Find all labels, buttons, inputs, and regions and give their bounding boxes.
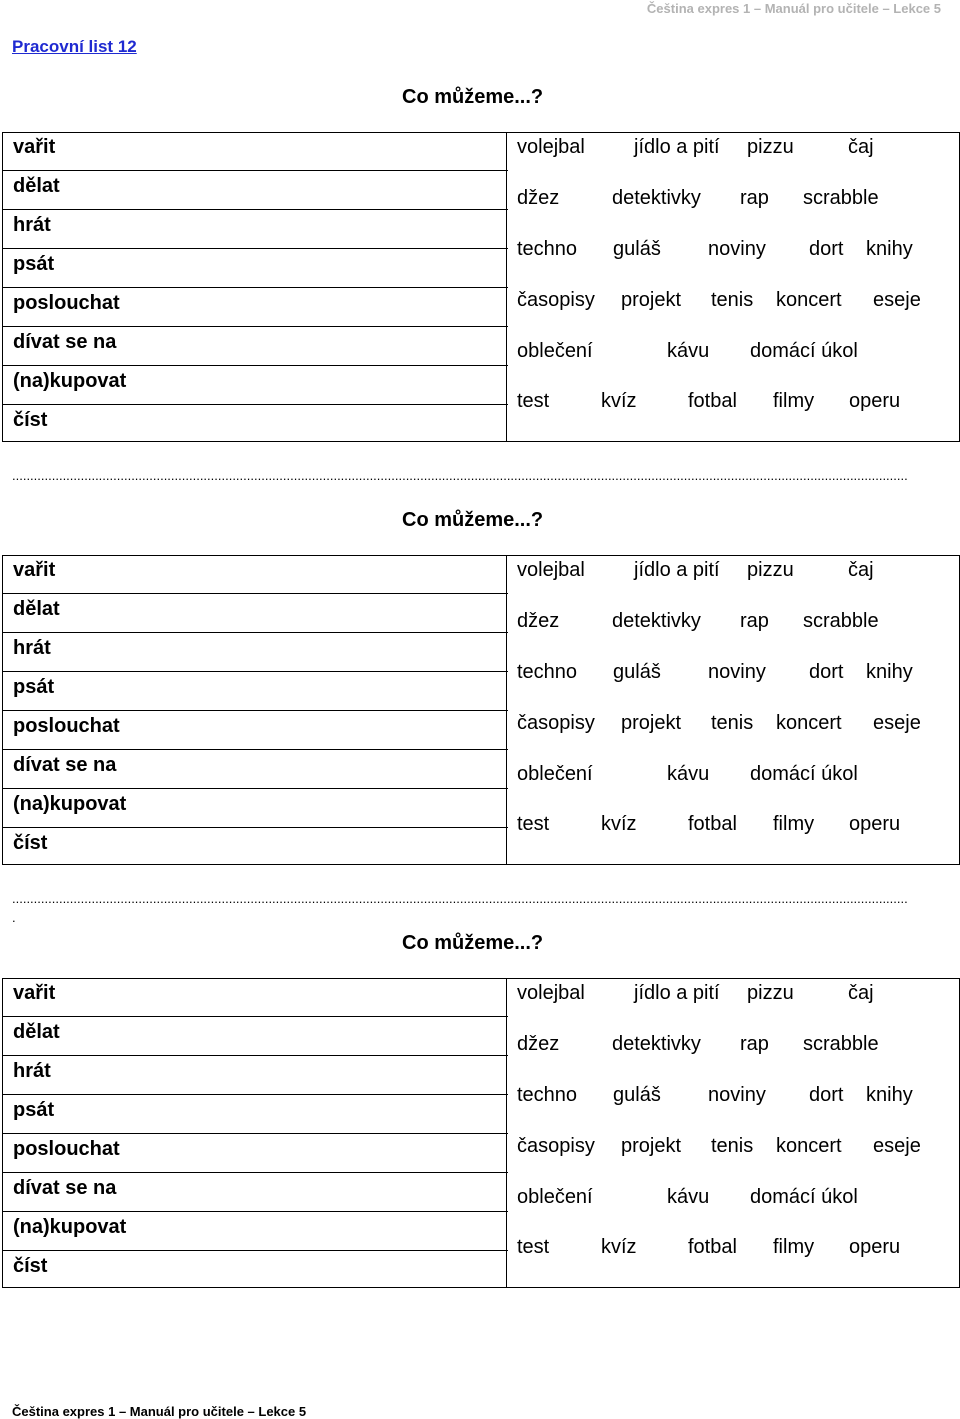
noun: oblečení (517, 340, 593, 362)
noun: kvíz (601, 390, 637, 412)
divider (3, 749, 508, 750)
noun: techno (517, 1084, 578, 1106)
divider (3, 1211, 508, 1212)
divider (3, 209, 508, 210)
noun: volejbal (517, 982, 585, 1004)
noun: dort (809, 661, 844, 683)
divider (3, 710, 508, 711)
exercise-block (0, 132, 960, 444)
noun: projekt (621, 712, 682, 734)
verb: psát (13, 676, 55, 698)
verb: dělat (13, 598, 60, 620)
verb: číst (13, 1255, 48, 1277)
verb: hrát (13, 637, 51, 659)
verb: (na)kupovat (13, 1216, 127, 1238)
noun: filmy (773, 390, 815, 412)
noun: filmy (773, 813, 815, 835)
verb: číst (13, 832, 48, 854)
verb: vařit (13, 559, 56, 581)
noun: tenis (711, 1135, 754, 1157)
noun: volejbal (517, 559, 585, 581)
noun: scrabble (803, 1033, 879, 1055)
noun-row (507, 814, 957, 838)
noun: test (517, 1236, 550, 1258)
exercise-block (0, 555, 960, 867)
noun: rap (740, 610, 769, 632)
divider (3, 287, 508, 288)
verb: vařit (13, 982, 56, 1004)
noun: techno (517, 238, 578, 260)
noun: časopisy (517, 1135, 595, 1157)
verb: dívat se na (13, 1177, 117, 1199)
verb: dívat se na (13, 331, 117, 353)
noun: oblečení (517, 763, 593, 785)
noun: filmy (773, 1236, 815, 1258)
divider (3, 1250, 508, 1251)
noun: rap (740, 1033, 769, 1055)
noun: detektivky (612, 610, 701, 632)
verb: (na)kupovat (13, 793, 127, 815)
noun: kávu (667, 340, 710, 362)
noun: časopisy (517, 289, 595, 311)
divider (3, 593, 508, 594)
exercise-block (0, 978, 960, 1290)
noun-row (507, 1187, 957, 1211)
noun: kávu (667, 763, 710, 785)
verb: hrát (13, 1060, 51, 1082)
noun: jídlo a pití (634, 559, 720, 581)
noun: pizzu (747, 136, 794, 158)
noun-row (507, 290, 957, 314)
divider (3, 1094, 508, 1095)
noun: pizzu (747, 982, 794, 1004)
verb: dělat (13, 1021, 60, 1043)
noun-row (507, 1085, 957, 1109)
running-header: Čeština expres 1 – Manuál pro učitele – Lekce 5 (646, 1, 941, 16)
noun: dort (809, 238, 844, 260)
noun-row (507, 713, 957, 737)
divider (3, 326, 508, 327)
verb: poslouchat (13, 1138, 120, 1160)
noun: tenis (711, 289, 754, 311)
divider (3, 1133, 508, 1134)
noun: noviny (708, 238, 766, 260)
noun: operu (849, 390, 901, 412)
noun: noviny (708, 661, 766, 683)
divider (3, 1016, 508, 1017)
noun: test (517, 390, 550, 412)
verbs-column (2, 132, 507, 442)
noun: časopisy (517, 712, 595, 734)
noun: detektivky (612, 187, 701, 209)
divider (3, 827, 508, 828)
divider (3, 1055, 508, 1056)
dotted-separator: ........................................................................................................................................................................................................................................................ (12, 892, 908, 905)
noun: knihy (866, 661, 913, 683)
running-footer: Čeština expres 1 – Manuál pro učitele – Lekce 5 (12, 1404, 307, 1419)
noun: scrabble (803, 187, 879, 209)
noun: guláš (613, 238, 661, 260)
nouns-column (506, 978, 960, 1288)
divider (3, 170, 508, 171)
noun-row (507, 137, 957, 161)
noun: detektivky (612, 1033, 701, 1055)
noun: dort (809, 1084, 844, 1106)
noun: guláš (613, 661, 661, 683)
noun-row (507, 1237, 957, 1261)
noun: eseje (873, 289, 921, 311)
noun: projekt (621, 1135, 682, 1157)
noun-row (507, 239, 957, 263)
noun: kvíz (601, 1236, 637, 1258)
noun: čaj (848, 136, 874, 158)
noun: knihy (866, 1084, 913, 1106)
noun: čaj (848, 982, 874, 1004)
noun-row (507, 1034, 957, 1058)
block-title: Co můžeme...? (402, 932, 544, 954)
divider (3, 1172, 508, 1173)
noun: test (517, 813, 550, 835)
noun-row (507, 560, 957, 584)
worksheet-link[interactable]: Pracovní list 12 (12, 37, 137, 56)
noun: jídlo a pití (634, 136, 720, 158)
noun-row (507, 188, 957, 212)
noun: scrabble (803, 610, 879, 632)
verb: hrát (13, 214, 51, 236)
nouns-column (506, 132, 960, 442)
noun: rap (740, 187, 769, 209)
noun: operu (849, 1236, 901, 1258)
noun: koncert (776, 1135, 842, 1157)
divider (3, 404, 508, 405)
noun: guláš (613, 1084, 661, 1106)
noun-row (507, 983, 957, 1007)
noun: čaj (848, 559, 874, 581)
noun: domácí úkol (750, 340, 858, 362)
noun-row (507, 1136, 957, 1160)
dotted-separator: ........................................................................................................................................................................................................................................................ (12, 469, 908, 482)
noun: domácí úkol (750, 763, 858, 785)
noun-row (507, 611, 957, 635)
noun: techno (517, 661, 578, 683)
verb: číst (13, 409, 48, 431)
block-title: Co můžeme...? (402, 86, 544, 108)
noun: džez (517, 187, 560, 209)
verb: psát (13, 1099, 55, 1121)
noun: jídlo a pití (634, 982, 720, 1004)
verb: psát (13, 253, 55, 275)
noun: eseje (873, 1135, 921, 1157)
noun: oblečení (517, 1186, 593, 1208)
verb: dívat se na (13, 754, 117, 776)
divider (3, 632, 508, 633)
verb: (na)kupovat (13, 370, 127, 392)
noun: džez (517, 1033, 560, 1055)
noun: operu (849, 813, 901, 835)
noun: kvíz (601, 813, 637, 835)
verb: poslouchat (13, 292, 120, 314)
noun: pizzu (747, 559, 794, 581)
separator-dot: . (12, 910, 16, 925)
verbs-column (2, 555, 507, 865)
noun: volejbal (517, 136, 585, 158)
noun-row (507, 764, 957, 788)
verb: poslouchat (13, 715, 120, 737)
noun: koncert (776, 289, 842, 311)
noun: noviny (708, 1084, 766, 1106)
divider (3, 365, 508, 366)
noun: džez (517, 610, 560, 632)
divider (3, 671, 508, 672)
noun: domácí úkol (750, 1186, 858, 1208)
verb: vařit (13, 136, 56, 158)
noun-row (507, 662, 957, 686)
verbs-column (2, 978, 507, 1288)
noun: fotbal (688, 813, 737, 835)
noun: projekt (621, 289, 682, 311)
divider (3, 248, 508, 249)
noun: fotbal (688, 390, 737, 412)
noun: knihy (866, 238, 913, 260)
noun-row (507, 391, 957, 415)
noun: koncert (776, 712, 842, 734)
noun: eseje (873, 712, 921, 734)
noun: fotbal (688, 1236, 737, 1258)
noun: tenis (711, 712, 754, 734)
verb: dělat (13, 175, 60, 197)
block-title: Co můžeme...? (402, 509, 544, 531)
divider (3, 788, 508, 789)
noun: kávu (667, 1186, 710, 1208)
nouns-column (506, 555, 960, 865)
noun-row (507, 341, 957, 365)
